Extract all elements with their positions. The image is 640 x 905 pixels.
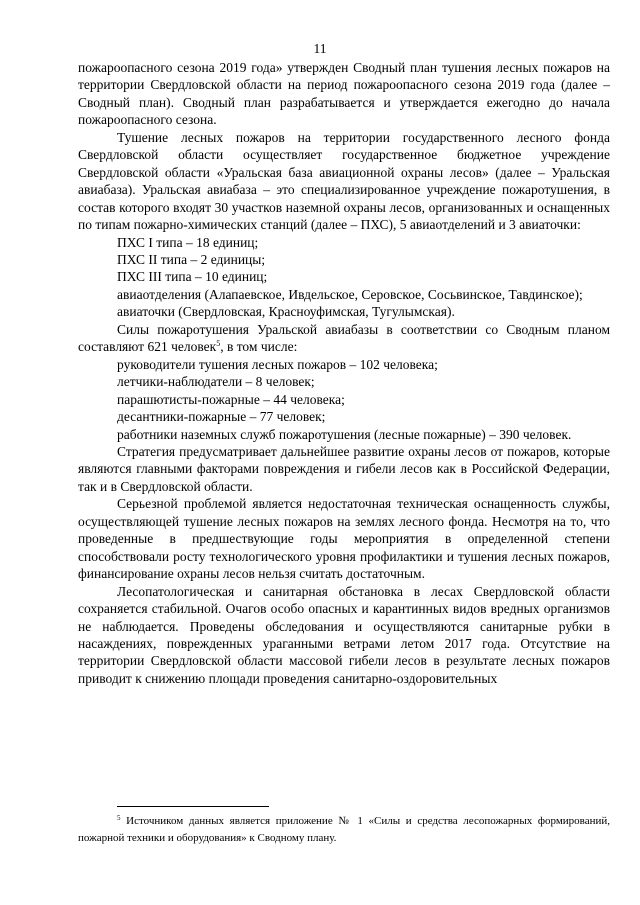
paragraph-text-tail: , в том числе: — [220, 339, 298, 355]
paragraph-text: Силы пожаротушения Уральской авиабазы в соответствии со Сводным планом составляют 621 человек — [78, 321, 610, 355]
footnote-reference[interactable]: 5 — [216, 339, 221, 349]
list-item: авиаточки (Свердловская, Красноуфимская, Тугулымская). — [117, 304, 455, 320]
paragraph: пожароопасного сезона 2019 года» утвержден Сводный план тушения лесных пожаров на территории Свердловской области на период пожароопасного сезона 2019 года (далее – Сводный план). Сводный план разрабатывается и утверждается ежегодно до начала пожароопасного сезона. — [78, 60, 610, 128]
list-item: летчики-наблюдатели – 8 человек; — [117, 374, 315, 390]
paragraph — [78, 321, 610, 356]
footnote-separator — [117, 806, 269, 807]
footnote — [78, 813, 610, 846]
paragraph: Тушение лесных пожаров на территории государственного лесного фонда Свердловской области осуществляет государственное бюджетное учреждение Свердловской области «Уральская база авиационной охраны лесов» (далее – Уральская авиабаза). Уральская авиабаза – это специализированное учреждение пожаротушения, в состав которого входят 30 участков наземной охраны лесов, организованных и оснащенных по типам пожарно-химических станций (далее – ПХС), 5 авиаотделений и 3 авиаточки: — [78, 129, 610, 233]
body-text — [78, 59, 610, 687]
list-item: ПХС III типа – 10 единиц; — [117, 269, 268, 285]
list-item: десантники-пожарные – 77 человек; — [117, 409, 326, 425]
list-item: работники наземных служб пожаротушения (лесные пожарные) – 390 человек. — [117, 426, 572, 442]
paragraph: Серьезной проблемой является недостаточная техническая оснащенность службы, осуществляющей тушение лесных пожаров на землях лесного фонда. Несмотря на то, что проведенные в предшествующие годы мероприятия в определенной степени способствовали росту технологического уровня профилактики и тушения лесных пожаров, финансирование охраны лесов нельзя считать достаточным. — [78, 496, 610, 582]
list-item: ПХС I типа – 18 единиц; — [117, 234, 259, 250]
list-item: руководители тушения лесных пожаров – 102 человека; — [117, 356, 438, 372]
footnote-text: Источником данных является приложение № 1 «Силы и средства лесопожарных формирований, пожарной техники и оборудования» к Сводному плану. — [78, 815, 611, 844]
list-item: ПХС II типа – 2 единицы; — [117, 251, 266, 267]
footnote-number: 5 — [117, 814, 121, 822]
page-number: 11 — [313, 41, 327, 56]
list-item: парашютисты-пожарные – 44 человека; — [117, 391, 345, 407]
paragraph: Стратегия предусматривает дальнейшее развитие охраны лесов от пожаров, которые являются главными факторами повреждения и гибели лесов как в Российской Федерации, так и в Свердловской области. — [78, 443, 610, 494]
list-item: авиаотделения (Алапаевское, Ивдельское, Серовское, Сосьвинское, Тавдинское); — [117, 286, 583, 302]
paragraph: Лесопатологическая и санитарная обстановка в лесах Свердловской области сохраняется стабильной. Очагов особо опасных и карантинных видов вредных организмов не наблюдается. Проведены обследования и осуществляются санитарные рубки в насаждениях, поврежденных ураганными ветрами летом 2017 года. Отсутствие на территории Свердловской области массовой гибели лесов в результате лесных пожаров приводит к снижению площади проведения санитарно-оздоровительных — [78, 583, 610, 686]
